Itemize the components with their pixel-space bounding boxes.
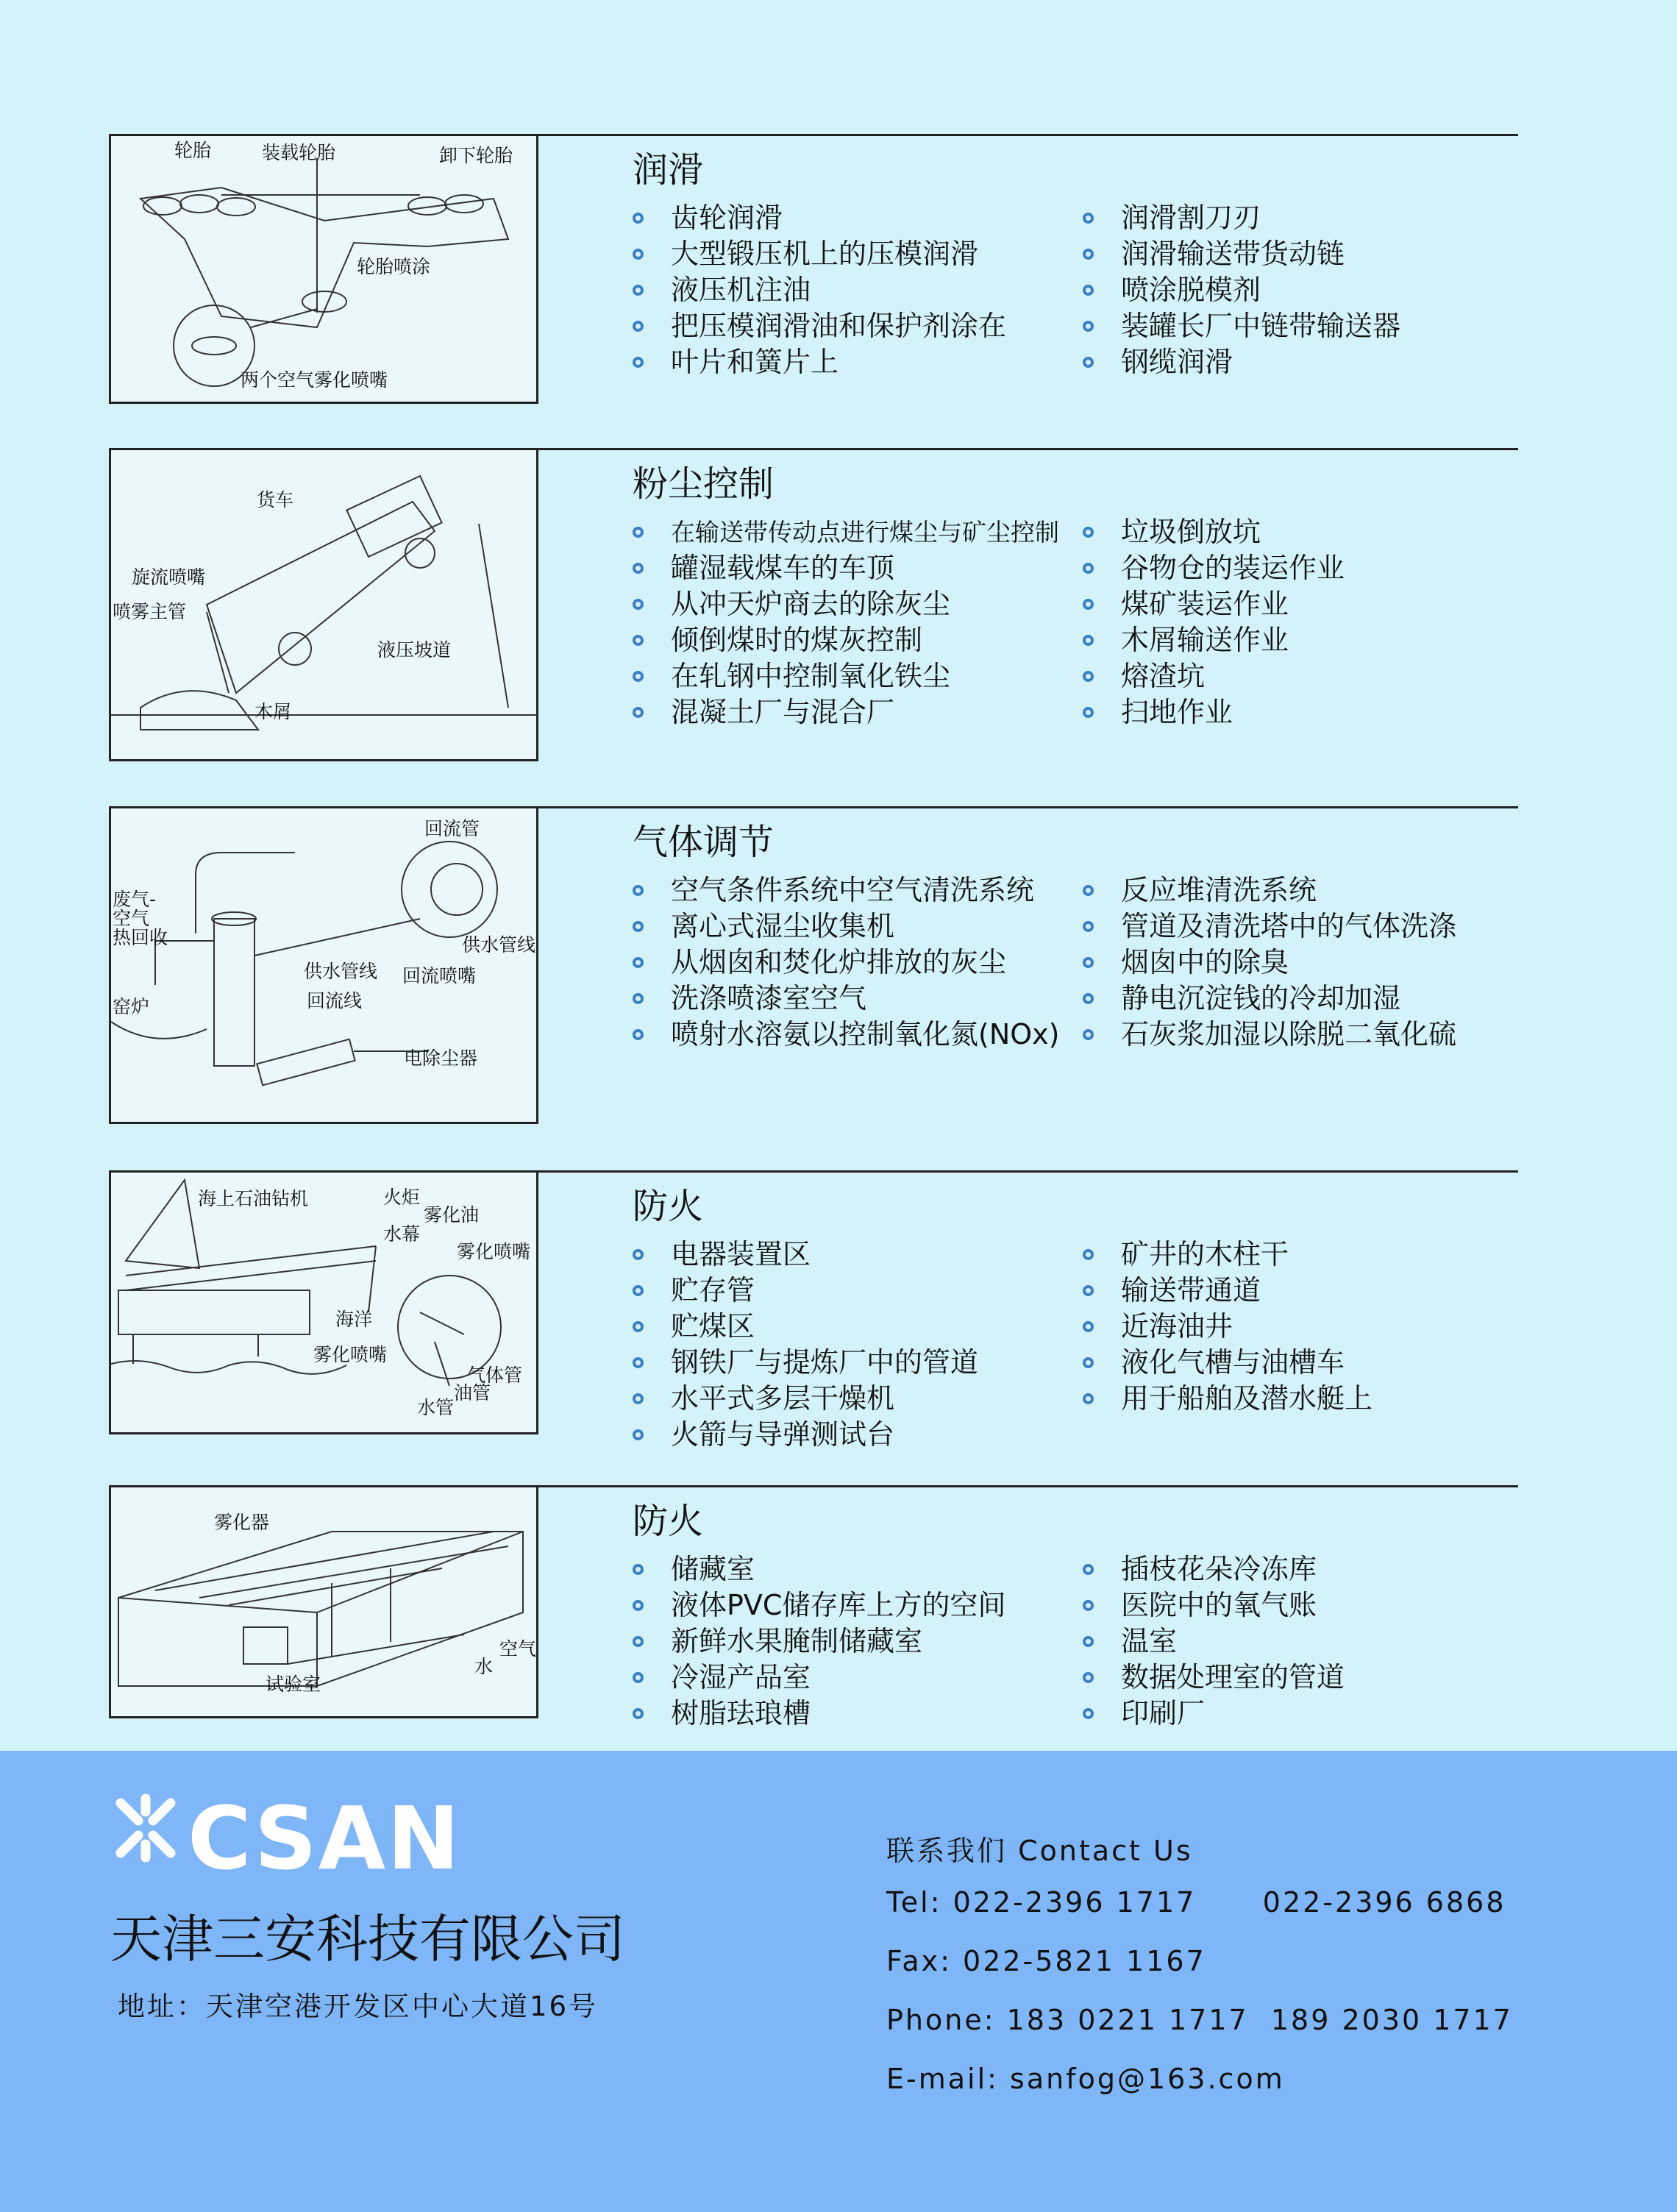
bullet-icon <box>633 1029 644 1040</box>
bullet-icon <box>633 321 644 332</box>
list-item: 石灰浆加湿以除脱二氧化硫 <box>1083 1017 1456 1053</box>
section-title: 气体调节 <box>633 822 775 863</box>
figure-label: 木屑 <box>254 701 292 722</box>
list-item: 数据处理室的管道 <box>1083 1660 1345 1696</box>
bullet-icon <box>633 527 644 538</box>
figure-label: 轮胎喷涂 <box>357 256 431 277</box>
bullet-icon <box>633 1357 644 1368</box>
bullet-icon <box>1083 1357 1094 1368</box>
list-item: 把压模润滑油和保护剂涂在 <box>633 308 1006 344</box>
list-item: 齿轮润滑 <box>633 200 1006 236</box>
section-title: 润滑 <box>633 149 704 191</box>
figure-label: 供水管线 <box>462 934 536 956</box>
contact-fax: Fax: 022-5821 1167 <box>886 1945 1206 1977</box>
list-item: 矿井的木柱干 <box>1083 1237 1372 1273</box>
bullet-icon <box>633 1564 644 1575</box>
right-list <box>1083 200 1400 380</box>
tire-spray-drawing <box>111 136 538 402</box>
list-item: 液压机注油 <box>633 272 1006 308</box>
bullet-icon <box>633 1285 644 1296</box>
bullet-icon <box>1083 957 1094 968</box>
left-list <box>633 872 1059 1053</box>
list-item: 输送带通道 <box>1083 1273 1372 1309</box>
list-item: 在输送带传动点进行煤尘与矿尘控制 <box>633 514 1059 550</box>
list-item: 新鲜水果腌制储藏室 <box>633 1624 1005 1660</box>
company-name: 天津三安科技有限公司 <box>110 1909 625 1969</box>
figure-label: 窑炉 <box>113 996 150 1017</box>
figure-label: 轮胎 <box>174 140 212 161</box>
list-item: 混凝土厂与混合厂 <box>633 694 1059 730</box>
figure-label: 水幕 <box>383 1223 421 1245</box>
bullet-icon <box>1083 1708 1094 1719</box>
list-item: 从烟囱和焚化炉排放的灰尘 <box>633 945 1059 981</box>
figure-label: 液压坡道 <box>377 639 452 661</box>
left-list <box>633 1551 1005 1732</box>
bullet-icon <box>633 213 644 224</box>
list-item: 管道及清洗塔中的气体洗涤 <box>1083 908 1456 945</box>
list-item: 液化气槽与油槽车 <box>1083 1345 1372 1381</box>
csan-logo-icon <box>110 1793 181 1863</box>
bullet-icon <box>1083 213 1094 224</box>
list-item: 插枝花朵冷冻库 <box>1083 1551 1345 1587</box>
figure-label: 火炬 <box>383 1187 421 1208</box>
figure-label: 气体管 <box>467 1365 523 1386</box>
figure-label: 空气 <box>113 908 150 929</box>
contact-phone: Phone: 183 0221 1717 189 2030 1717 <box>886 2004 1513 2036</box>
logo-wordmark: CSAN <box>188 1788 461 1889</box>
right-list <box>1083 872 1456 1053</box>
bullet-icon <box>1083 885 1094 896</box>
list-item: 润滑割刀刃 <box>1083 200 1400 236</box>
figure-label: 旋流喷嘴 <box>132 566 206 588</box>
figure-label: 电除尘器 <box>404 1048 478 1069</box>
bullet-icon <box>1083 1636 1094 1647</box>
figure-label: 废气- <box>113 889 157 910</box>
figure-label: 回流线 <box>307 990 363 1011</box>
list-item: 水平式多层干燥机 <box>633 1381 978 1417</box>
bullet-icon <box>1083 707 1094 718</box>
list-item: 火箭与导弹测试台 <box>633 1417 978 1453</box>
bullet-icon <box>1083 527 1094 538</box>
left-list <box>633 514 1059 730</box>
bullet-icon <box>1083 921 1094 932</box>
right-list <box>1083 1551 1345 1732</box>
bullet-icon <box>633 921 644 932</box>
list-item: 温室 <box>1083 1624 1345 1660</box>
list-item: 装罐长厂中链带输送器 <box>1083 308 1400 344</box>
list-item: 木屑输送作业 <box>1083 622 1345 658</box>
list-item: 液体PVC储存库上方的空间 <box>633 1587 1005 1624</box>
bullet-icon <box>633 1600 644 1611</box>
bullet-icon <box>633 993 644 1004</box>
figure-label: 海洋 <box>335 1309 373 1330</box>
list-item: 空气条件系统中空气清洗系统 <box>633 872 1059 908</box>
list-item: 贮存管 <box>633 1273 978 1309</box>
list-item: 喷涂脱模剂 <box>1083 272 1400 308</box>
figure-label: 水管 <box>417 1397 455 1418</box>
list-item: 润滑输送带货动链 <box>1083 236 1400 272</box>
bullet-icon <box>1083 1321 1094 1332</box>
bullet-icon <box>1083 671 1094 682</box>
fire-protection-room-illustration <box>109 1485 538 1718</box>
storage-room-drawing <box>111 1487 538 1717</box>
bullet-icon <box>633 357 644 368</box>
figure-label: 货车 <box>257 489 294 511</box>
list-item: 储藏室 <box>633 1551 1005 1587</box>
bullet-icon <box>1083 1564 1094 1575</box>
bullet-icon <box>633 635 644 646</box>
bullet-icon <box>1083 1393 1094 1404</box>
list-item: 电器装置区 <box>633 1237 978 1273</box>
figure-label: 水 <box>474 1656 494 1677</box>
bullet-icon <box>1083 1249 1094 1260</box>
gas-conditioning-illustration <box>109 806 538 1124</box>
company-address: 地址：天津空港开发区中心大道16号 <box>118 1991 599 2022</box>
bullet-icon <box>633 599 644 610</box>
figure-label: 雾化喷嘴 <box>457 1241 531 1262</box>
bullet-icon <box>1083 1029 1094 1040</box>
figure-label: 空气 <box>499 1638 537 1660</box>
bullet-icon <box>633 1708 644 1719</box>
figure-label: 雾化喷嘴 <box>313 1344 388 1365</box>
contact-tel: Tel: 022-2396 1717 022-2396 6868 <box>886 1886 1506 1918</box>
bullet-icon <box>633 1321 644 1332</box>
list-item: 熔渣坑 <box>1083 658 1345 694</box>
bullet-icon <box>633 1249 644 1260</box>
right-list <box>1083 1237 1372 1417</box>
bullet-icon <box>633 1393 644 1404</box>
bullet-icon <box>1083 1600 1094 1611</box>
bullet-icon <box>633 1429 644 1440</box>
fire-protection-rig-illustration <box>109 1170 538 1434</box>
list-item: 垃圾倒放坑 <box>1083 514 1345 550</box>
bullet-icon <box>1083 249 1094 260</box>
bullet-icon <box>633 1636 644 1647</box>
bullet-icon <box>1083 357 1094 368</box>
lubrication-illustration <box>109 134 538 404</box>
figure-label: 海上石油钻机 <box>198 1188 309 1209</box>
figure-label: 两个空气雾化喷嘴 <box>241 369 388 391</box>
list-item: 洗涤喷漆室空气 <box>633 981 1059 1017</box>
list-item: 冷湿产品室 <box>633 1660 1005 1696</box>
list-item: 反应堆清洗系统 <box>1083 872 1456 908</box>
contact-email[interactable]: E-mail: sanfog@163.com <box>886 2063 1285 2095</box>
list-item: 大型锻压机上的压模润滑 <box>633 236 1006 272</box>
figure-label: 喷雾主管 <box>113 601 187 622</box>
bullet-icon <box>633 249 644 260</box>
list-item: 倾倒煤时的煤灰控制 <box>633 622 1059 658</box>
bullet-icon <box>633 671 644 682</box>
figure-label: 热回收 <box>113 927 168 948</box>
bullet-icon <box>633 563 644 574</box>
list-item: 贮煤区 <box>633 1309 978 1345</box>
bullet-icon <box>1083 1672 1094 1683</box>
right-list <box>1083 514 1345 730</box>
figure-label: 装载轮胎 <box>262 142 336 163</box>
list-item: 钢铁厂与提炼厂中的管道 <box>633 1345 978 1381</box>
bullet-icon <box>1083 635 1094 646</box>
bullet-icon <box>1083 599 1094 610</box>
bullet-icon <box>633 885 644 896</box>
list-item: 扫地作业 <box>1083 694 1345 730</box>
section-title: 防火 <box>633 1501 704 1542</box>
bullet-icon <box>633 707 644 718</box>
list-item: 煤矿装运作业 <box>1083 586 1345 622</box>
list-item: 喷射水溶氨以控制氧化氮(NOx) <box>633 1017 1059 1053</box>
list-item: 近海油井 <box>1083 1309 1372 1345</box>
bullet-icon <box>1083 993 1094 1004</box>
figure-label: 雾化油 <box>424 1204 480 1226</box>
dust-control-illustration <box>109 448 538 761</box>
section-title: 粉尘控制 <box>633 463 775 505</box>
list-item: 医院中的氧气账 <box>1083 1587 1345 1624</box>
list-item: 离心式湿尘收集机 <box>633 908 1059 945</box>
left-list <box>633 200 1006 380</box>
list-item: 烟囱中的除臭 <box>1083 945 1456 981</box>
bullet-icon <box>633 957 644 968</box>
bullet-icon <box>633 1672 644 1683</box>
left-list <box>633 1237 978 1453</box>
list-item: 印刷厂 <box>1083 1696 1345 1732</box>
list-item: 谷物仓的装运作业 <box>1083 550 1345 586</box>
list-item: 静电沉淀钱的冷却加湿 <box>1083 981 1456 1017</box>
list-item: 用于船舶及潜水艇上 <box>1083 1381 1372 1417</box>
bullet-icon <box>633 285 644 296</box>
figure-label: 试验室 <box>266 1674 321 1695</box>
bullet-icon <box>1083 285 1094 296</box>
list-item: 罐湿载煤车的车顶 <box>633 550 1059 586</box>
bullet-icon <box>1083 563 1094 574</box>
figure-label: 供水管线 <box>304 961 378 982</box>
contact-heading: 联系我们 Contact Us <box>886 1835 1193 1867</box>
list-item: 从冲天炉商去的除灰尘 <box>633 586 1059 622</box>
bullet-icon <box>1083 321 1094 332</box>
figure-label: 回流喷嘴 <box>402 965 477 986</box>
list-item: 叶片和簧片上 <box>633 344 1006 380</box>
list-item: 钢缆润滑 <box>1083 344 1400 380</box>
list-item: 树脂珐琅槽 <box>633 1696 1005 1732</box>
list-item: 在轧钢中控制氧化铁尘 <box>633 658 1059 694</box>
figure-label: 雾化器 <box>214 1512 270 1533</box>
figure-label: 油管 <box>454 1382 491 1404</box>
section-title: 防火 <box>633 1186 704 1227</box>
bullet-icon <box>1083 1285 1094 1296</box>
figure-label: 回流管 <box>424 818 480 839</box>
figure-label: 卸下轮胎 <box>439 145 513 166</box>
